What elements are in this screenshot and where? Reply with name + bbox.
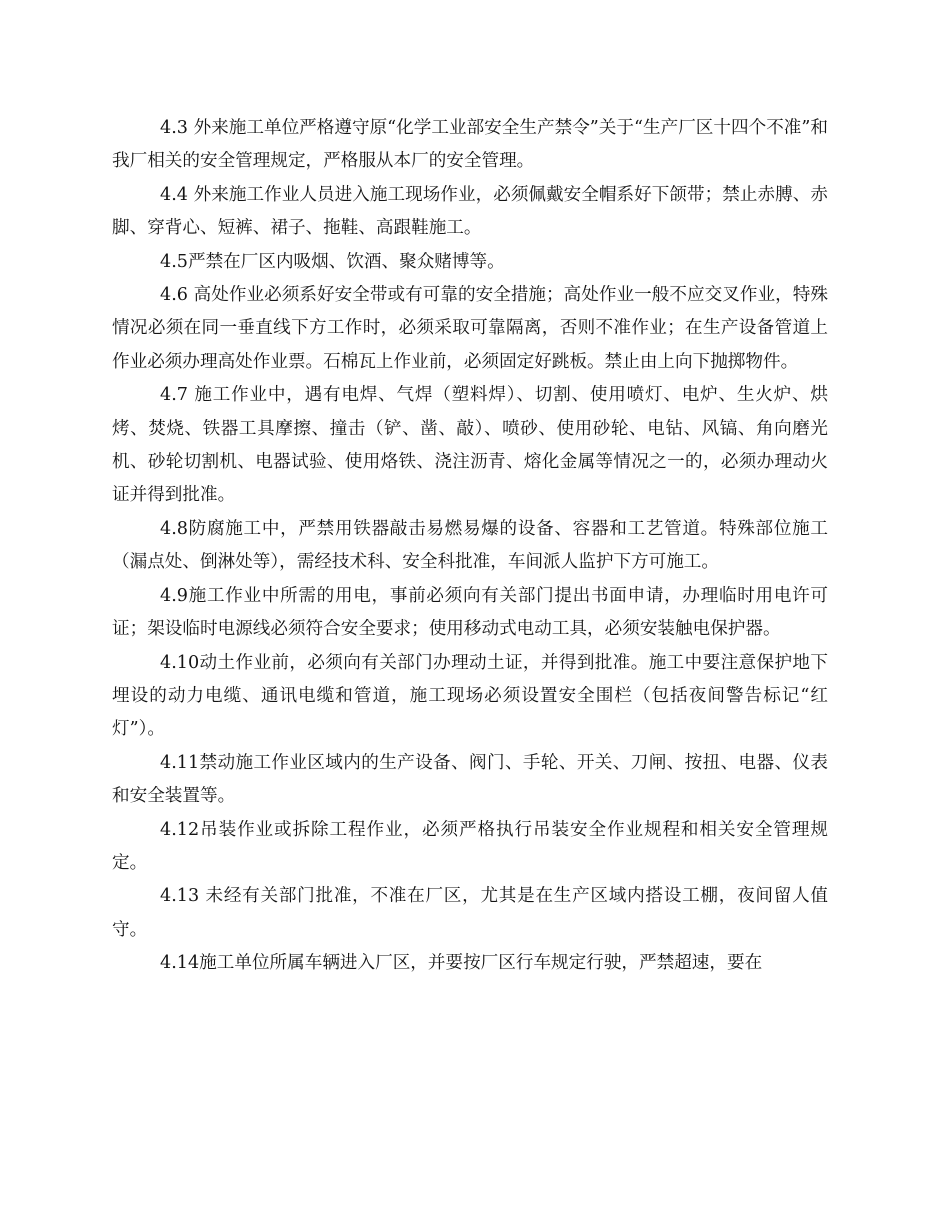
clause-4-7: 4.7 施工作业中，遇有电焊、气焊（塑料焊）、切割、使用喷灯、电炉、生火炉、烘烤、焚烧、铁器工具摩擦、撞击（铲、凿、敲）、喷砂、使用砂轮、电钻、风镐、角向磨光机、砂轮切割机、电器试验、使用烙铁、浇注沥青、熔化金属等情况之一的，必须办理动火证并得到批准。 <box>112 385 828 506</box>
clause-4-3: 4.3 外来施工单位严格遵守原“化学工业部安全生产禁令”关于“生产厂区十四个不准”和我厂相关的安全管理规定，严格服从本厂的安全管理。 <box>112 118 828 172</box>
clause-4-11: 4.11禁动施工作业区域内的生产设备、阀门、手轮、开关、刀闸、按扭、电器、仪表和安全装置等。 <box>112 752 828 807</box>
clause-4-5: 4.5严禁在厂区内吸烟、饮酒、聚众赌博等。 <box>160 251 505 272</box>
clause-4-4: 4.4 外来施工作业人员进入施工现场作业，必须佩戴安全帽系好下颌带；禁止赤膊、赤脚、穿背心、短裤、裙子、拖鞋、高跟鞋施工。 <box>112 184 828 239</box>
clause-4-12: 4.12吊装作业或拆除工程作业，必须严格执行吊装安全作业规程和相关安全管理规定。 <box>112 819 828 873</box>
clause-4-14: 4.14施工单位所属车辆进入厂区，并要按厂区行车规定行驶，严禁超速，要在 <box>160 953 763 974</box>
clause-4-9: 4.9施工作业中所需的用电，事前必须向有关部门提出书面申请，办理临时用电许可证；架设临时电源线必须符合安全要求；使用移动式电动工具，必须安装触电保护器。 <box>112 585 828 640</box>
document-body <box>112 112 828 981</box>
clause-4-8: 4.8防腐施工中，严禁用铁器敲击易燃易爆的设备、容器和工艺管道。特殊部位施工（漏点处、倒淋处等），需经技术科、安全科批准，车间派人监护下方可施工。 <box>112 518 828 573</box>
clause-4-10: 4.10动土作业前，必须向有关部门办理动土证，并得到批准。施工中要注意保护地下埋设的动力电缆、通讯电缆和管道，施工现场必须设置安全围栏（包括夜间警告标记“红灯”）。 <box>112 652 828 740</box>
clause-4-6: 4.6 高处作业必须系好安全带或有可靠的安全措施；高处作业一般不应交叉作业，特殊情况必须在同一垂直线下方工作时，必须采取可靠隔离，否则不准作业；在生产设备管道上作业必须办理高处作业票。石棉瓦上作业前，必须固定好跳板。禁止由上向下抛掷物件。 <box>112 285 828 372</box>
clause-4-13: 4.13 未经有关部门批准，不准在厂区，尤其是在生产区域内搭设工棚，夜间留人值守。 <box>112 886 828 940</box>
